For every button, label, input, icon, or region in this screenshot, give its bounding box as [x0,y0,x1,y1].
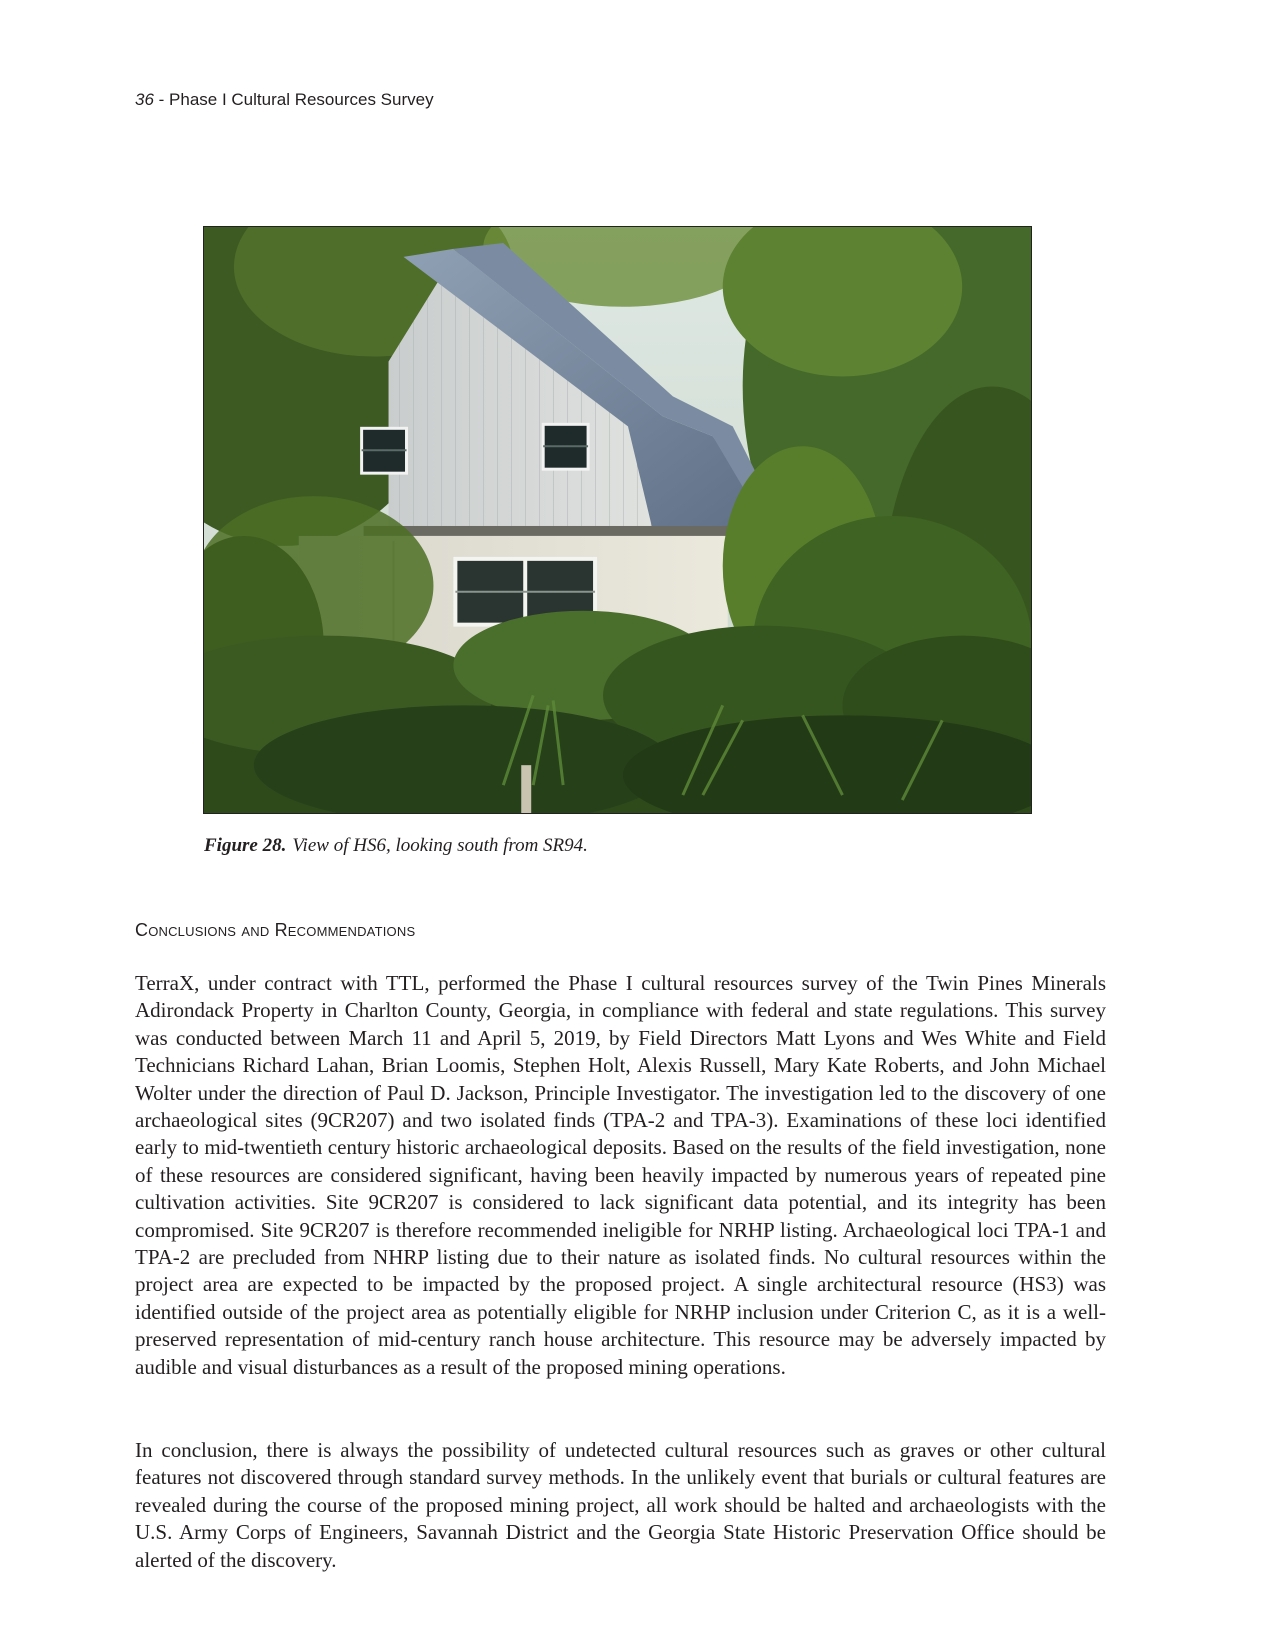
running-title: Phase I Cultural Resources Survey [169,90,434,109]
body-paragraph-2: In conclusion, there is always the possibility of undetected cultural resources such as graves or other cultural features not discovered through standard survey methods. In the unlikely event that burials or cultural features are revealed during the course of the proposed mining project, all work should be halted and archaeologists with the U.S. Army Corps of Engineers, Savannah District and the Georgia State Historic Preservation Office should be alerted of the discovery. [135,1438,1106,1572]
running-head-separator: - [153,90,170,109]
running-head [135,89,434,111]
figure-label: Figure 28. [204,835,287,856]
body-paragraph-1: TerraX, under contract with TTL, performed the Phase I cultural resources survey of the Twin Pines Minerals Adirondack Property in Charlton County, Georgia, in compliance with federal and state regulations. This survey was conducted between March 11 and April 5, 2019, by Field Directors Matt Lyons and Wes White and Field Technicians Richard Lahan, Brian Loomis, Stephen Holt, Alexis Russell, Mary Kate Roberts, and John Michael Wolter under the direction of Paul D. Jackson, Principle Investigator. The investigation led to the discovery of one archaeological sites (9CR207) and two isolated finds (TPA-2 and TPA-3). Examinations of these loci identified early to mid-twentieth century historic archaeological deposits. Based on the results of the field investigation, none of these resources are considered significant, having been heavily impacted by numerous years of repeated pine cultivation activities. Site 9CR207 is considered to lack significant data potential, and its integrity has been compromised. Site 9CR207 is therefore recommended ineligible for NRHP listing. Archaeological loci TPA-1 and TPA-2 are precluded from NHRP listing due to their nature as isolated finds. No cultural resources within the project area are expected to be impacted by the proposed project. A single architectural resource (HS3) was identified outside of the project area as potentially eligible for NRHP inclusion under Criterion C, as it is a well-preserved representation of mid-century ranch house architecture. This resource may be adversely impacted by audible and visual disturbances as a result of the proposed mining operations. [135,971,1106,1379]
figure-caption [204,834,588,858]
house-photo-illustration [204,227,1031,813]
page-number: 36 [135,90,154,109]
figure-caption-text: View of HS6, looking south from SR94. [292,835,588,856]
section-heading: Conclusions and Recommendations [135,920,416,940]
figure-photo-house [203,226,1032,814]
